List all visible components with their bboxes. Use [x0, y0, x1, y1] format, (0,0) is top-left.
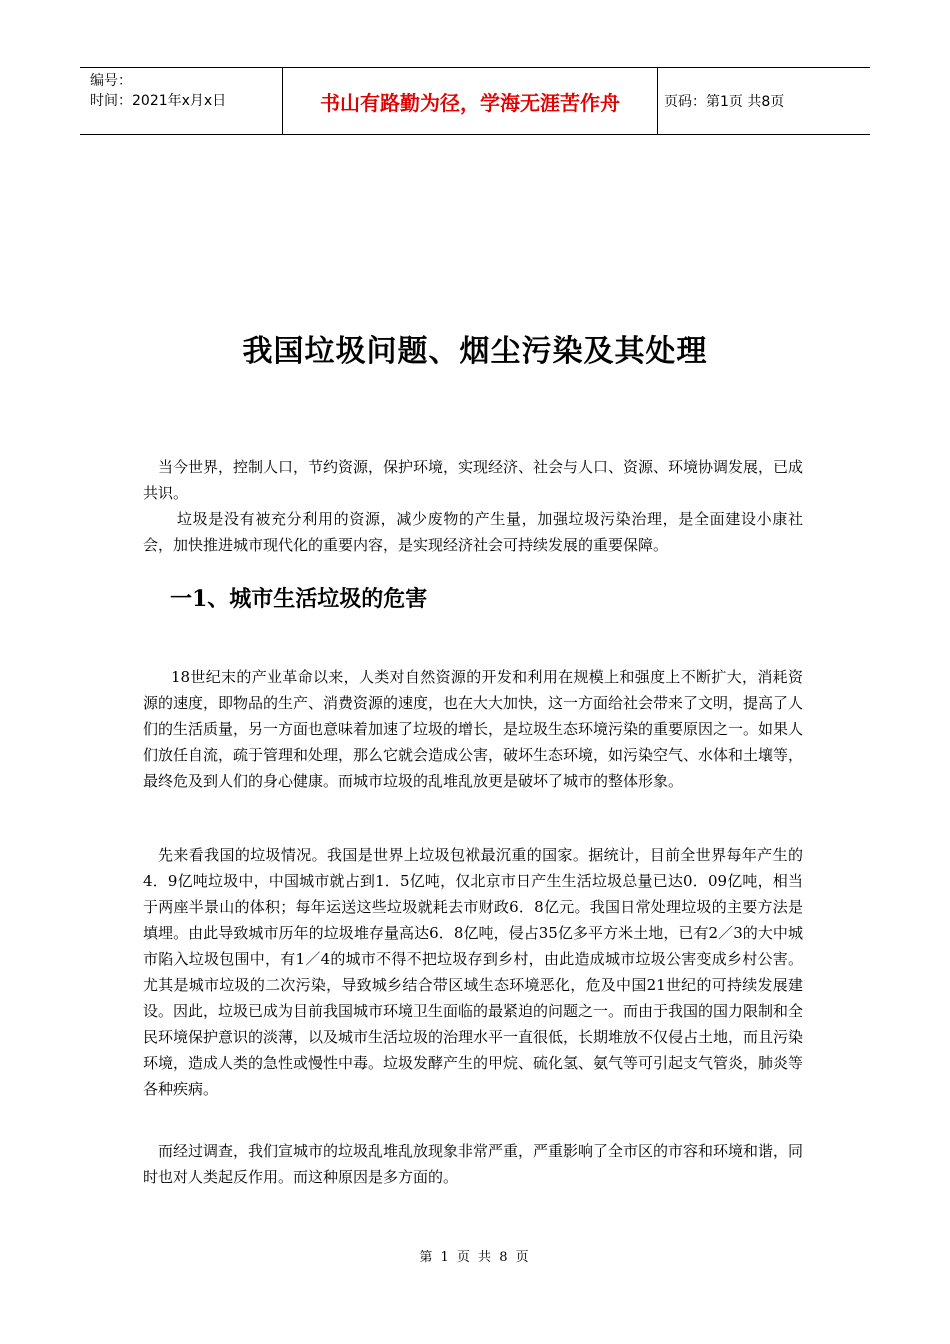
section-paragraph-3: 而经过调查，我们宣城市的垃圾乱堆乱放现象非常严重，严重影响了全市区的市容和环境和谐，同时也对人类起反作用。而这种原因是多方面的。	[143, 1142, 804, 1186]
intro-paragraph-1: 当今世界，控制人口，节约资源，保护环境，实现经济、社会与人口、资源、环境协调发展，已成共识。	[143, 458, 804, 502]
date-line: 时间：2021年x月x日	[90, 93, 227, 109]
page-footer: 第 1 页 共 8 页	[419, 1250, 531, 1265]
section-paragraph-1: 18世纪末的产业革命以来，人类对自然资源的开发和利用在规模上和强度上不断扩大，消耗资源的速度，即物品的生产、消费资源的速度，也在大大加快，这一方面给社会带来了文明，提高了人们的生活质量，另一方面也意味着加速了垃圾的增长，是垃圾生态环境污染的重要原因之一。如果人们放任自流，疏于管理和处理，那么它就会造成公害，破坏生态环境，如污染空气、水体和土壤等，最终危及到人们的身心健康。而城市垃圾的乱堆乱放更是破坏了城市的整体形象。	[143, 668, 804, 790]
header-page-info: 页码：第1页 共8页	[664, 94, 785, 110]
header-motto: 书山有路勤为径，学海无涯苦作舟	[282, 68, 658, 134]
header-meta	[80, 68, 282, 134]
header-table	[80, 67, 870, 135]
intro-paragraph-2: 垃圾是没有被充分利用的资源，减少废物的产生量，加强垃圾污染治理，是全面建设小康社会，加快推进城市现代化的重要内容，是实现经济社会可持续发展的重要保障。	[143, 510, 803, 554]
section-heading: 一1、城市生活垃圾的危害	[170, 586, 428, 612]
serial-label: 编号：	[90, 73, 132, 89]
section-paragraph-2: 先来看我国的垃圾情况。我国是世界上垃圾包袱最沉重的国家。据统计，目前全世界每年产生的4．9亿吨垃圾中，中国城市就占到1．5亿吨，仅北京市日产生生活垃圾总量已达0．09亿吨，相当于两座半景山的体积；每年运送这些垃圾就耗去市财政6．8亿元。我国日常处理垃圾的主要方法是填埋。由此导致城市历年的垃圾堆存量高达6．8亿吨，侵占35亿多平方米土地，已有2／3的大中城市陷入垃圾包围中，有1／4的城市不得不把垃圾存到乡村，由此造成城市垃圾公害变成乡村公害。尤其是城市垃圾的二次污染，导致城乡结合带区域生态环境恶化，危及中国21世纪的可持续发展建设。因此，垃圾已成为目前我国城市环境卫生面临的最紧迫的问题之一。而由于我国的国力限制和全民环境保护意识的淡薄，以及城市生活垃圾的治理水平一直很低，长期堆放不仅侵占土地，而且污染环境，造成人类的急性或慢性中毒。垃圾发酵产生的甲烷、硫化氢、氨气等可引起支气管炎，肺炎等各种疾病。	[143, 846, 804, 1098]
document-title: 我国垃圾问题、烟尘污染及其处理	[242, 334, 708, 369]
